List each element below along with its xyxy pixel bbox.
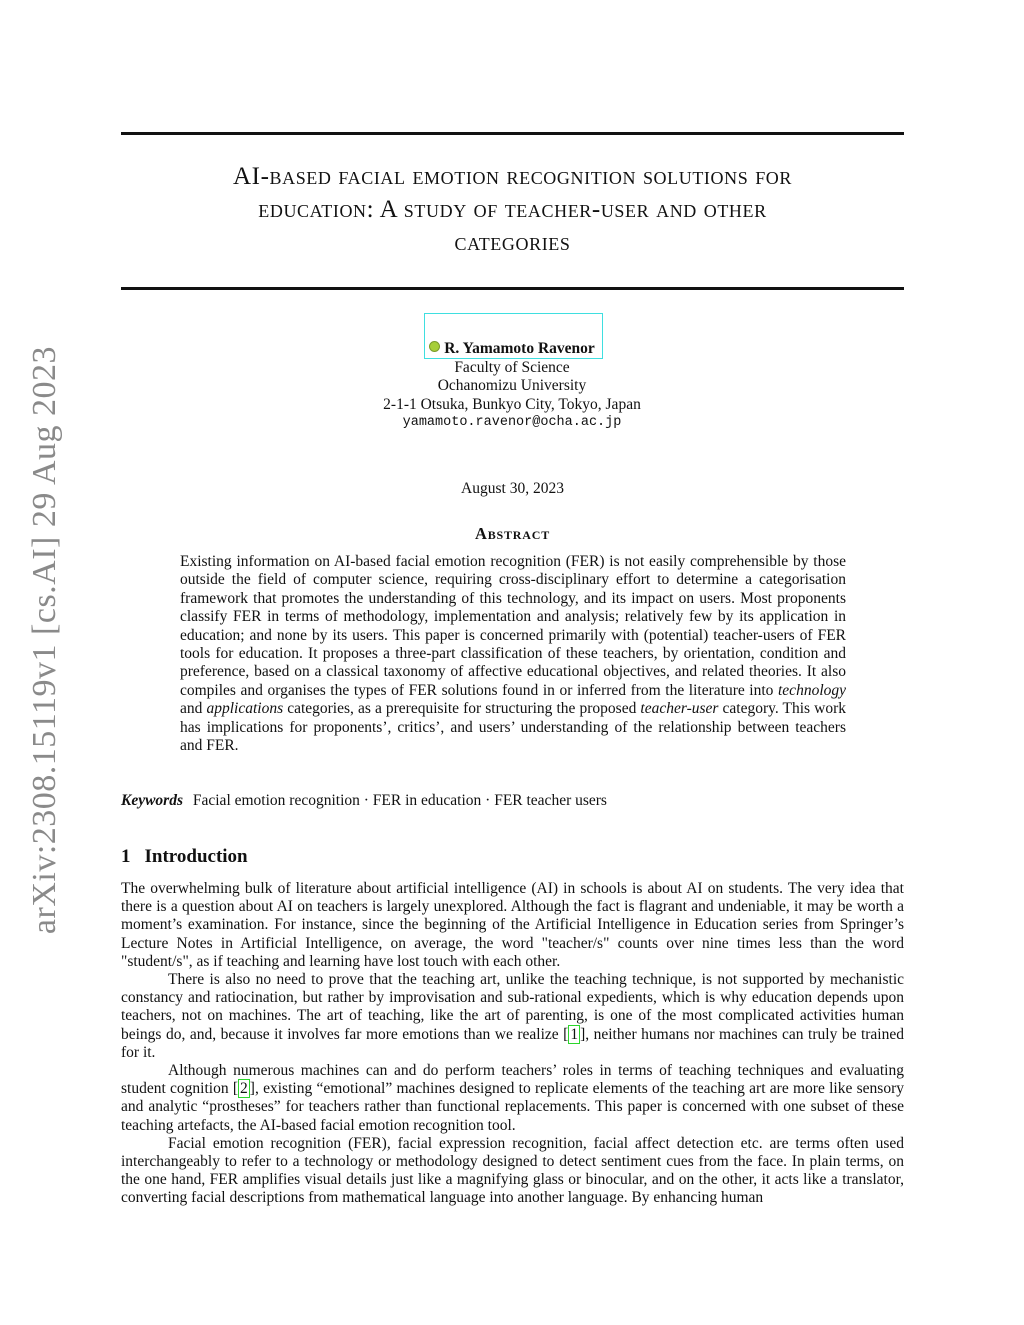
title-line-3: categories — [454, 229, 571, 256]
title-rule-bottom — [121, 287, 904, 290]
arxiv-sidebar — [10, 330, 80, 950]
title-line-1: AI-based facial emotion recognition solutions for — [232, 163, 793, 190]
citation-1-link[interactable]: 1 — [570, 1025, 579, 1043]
section-number: 1 — [121, 846, 131, 867]
introduction-body — [121, 880, 904, 1208]
abstract-emph-teacher-user: teacher-user — [640, 700, 719, 718]
abstract-part-2: categories, as a prerequisite for structuring the proposed — [287, 700, 637, 718]
citation-2-link[interactable]: 2 — [240, 1080, 248, 1098]
abstract-emph-applications: applications — [206, 700, 284, 718]
keywords — [121, 792, 904, 810]
paper-date: August 30, 2023 — [461, 480, 564, 497]
arxiv-identifier: arXiv:2308.15119v1 [cs.AI] 29 Aug 2023 — [26, 345, 63, 935]
title-line-2: education: A study of teacher-user and other — [258, 196, 767, 223]
intro-paragraph-2a: There is also no need to prove that the teaching art, unlike the teaching technique, is not supported by mechanistic constancy and ratiocination, but rather by improvisation and sub-rational expedients, which is why education depends upon teachers, not on machines. The art of teaching, like the art of parenting, is one of the most complicated activities human beings do, and, because it involves far more emotions than we realize — [121, 971, 904, 1043]
abstract-heading: Abstract — [475, 524, 550, 543]
author-university: Ochanomizu University — [437, 377, 587, 394]
intro-paragraph-1: The overwhelming bulk of literature about artificial intelligence (AI) in schools is about AI on students. The very idea that there is a question about AI on teachers is largely unexplored. Although the fact is flagrant and undeniable, it may be worth a moment’s examination. For instance, since the beginning of the Artificial Intelligence in Education series from Springer’s Lecture Notes in Artificial Intelligence, on average, the word "teacher/s" counts over nine times less than the word "student/s", as if teaching and learning have lost touch with each other. — [121, 880, 904, 970]
intro-paragraph-3b: , existing “emotional” machines designed to replicate elements of the teaching art are more like sensory and analytic “prostheses” for teachers rather than functional replacements. This paper is concerned with one subset of these teaching artefacts, the AI-based facial emotion recognition tool. — [121, 1080, 904, 1134]
abstract-emph-technology: technology — [778, 681, 847, 699]
title-rule-top — [121, 132, 904, 135]
intro-paragraph-2b: , neither humans nor machines can truly be trained for it. — [121, 1025, 904, 1061]
intro-paragraph-2: There is also no need to prove that the teaching art, unlike the teaching technique, is not supported by mechanistic constancy and ratiocination, but rather by improvisation and sub-rational expedients, which is why education depends upon teachers, not on machines. The art of teaching, like the art of parenting, is one of the most complicated activities human beings do, and, because it involves far more emotions than we realize [ 1 ], neither humans nor machines can truly be trained for it. — [121, 971, 904, 1061]
keywords-label: Keywords — [121, 792, 183, 809]
author-name[interactable]: R. Yamamoto Ravenor — [444, 340, 595, 357]
abstract-text — [180, 553, 846, 755]
intro-paragraph-3a: Although numerous machines can and do perform teachers’ roles in terms of teaching techniques and evaluating student cognition — [121, 1062, 904, 1098]
abstract-part-1: Existing information on AI-based facial emotion recognition (FER) is not easily comprehensible by those outside the field of computer science, requiring cross-disciplinary effort to determine a categorisation framework that promotes the understanding of this technology, and its impact on users. Most proponents classify FER in terms of methodology, implementation and analysis; relatively few by its application in education; and none by its users. This paper is concerned primarily with (potential) teacher-users of FER tools for education. It proposes a three-part classification of these teachers, by orientation, condition and preference, based on a classical taxonomy of affective educational objectives, and related theories. It also compiles and organises the types of FER solutions found in or inferred from the literature into — [180, 553, 846, 699]
abstract-and: and — [180, 700, 203, 718]
section-title: Introduction — [144, 846, 248, 867]
intro-paragraph-4: Facial emotion recognition (FER), facial expression recognition, facial affect detection etc. are terms often used interchangeably to refer to a technology or methodology designed to detect sentiment cues from the face. In plain terms, on the one hand, FER amplifies visual details just like a magnifying glass or binocular, and on the other, it acts like a translator, converting facial descriptions from mathematical language into another language. By enhancing human — [121, 1134, 904, 1207]
section-heading-introduction — [121, 846, 248, 868]
intro-paragraph-3: Although numerous machines can and do perform teachers’ roles in terms of teaching techniques and evaluating student cognition [ 2 ], existing “emotional” machines designed to replicate elements of the teaching art are more like sensory and analytic “prostheses” for teachers rather than functional replacements. This paper is concerned with one subset of these teaching artefacts, the AI-based facial emotion recognition tool. — [121, 1062, 904, 1134]
author-address: 2-1-1 Otsuka, Bunkyo City, Tokyo, Japan — [383, 395, 641, 413]
paper-title — [121, 160, 904, 259]
author-email[interactable]: yamamoto.ravenor@ocha.ac.jp — [402, 415, 622, 430]
keywords-text: Facial emotion recognition · FER in education · FER teacher users — [192, 792, 607, 809]
orcid-icon[interactable] — [429, 341, 440, 352]
author-department: Faculty of Science — [454, 358, 570, 376]
author-block — [300, 340, 724, 433]
abstract-part-3: category. This work has implications for proponents’, critics’, and users’ understanding of the relationship between teachers and FER. — [180, 700, 847, 755]
